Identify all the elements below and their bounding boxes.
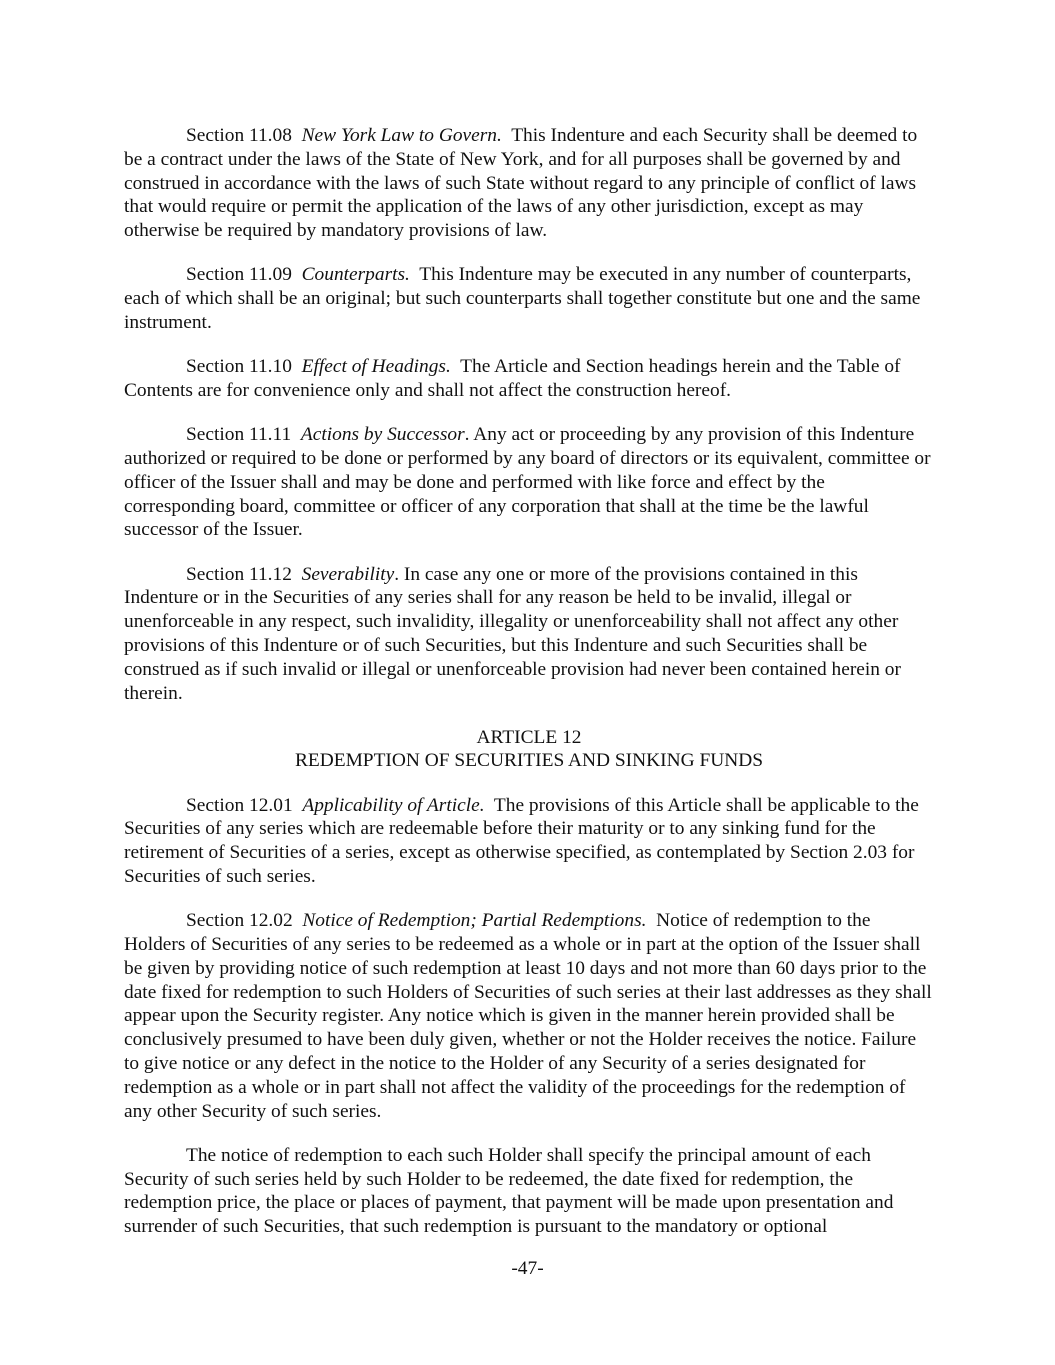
article-title: REDEMPTION OF SECURITIES AND SINKING FUNDS [294,750,764,772]
section-body: The provisions of this Article shall be applicable to the Securities of any series which are redeemable before their maturity or to any sinking fund for the retirement of Securities of a series, except as otherwise specified, as contemplated by Section 2.03 for Securities of such series. [124,794,919,888]
section-body: This Indenture may be executed in any number of counterparts, each of which shall be an original; but such counterparts shall together constitute but one and the same instrument. [124,264,921,333]
section-title: Actions by Successor [300,424,465,446]
section-11-10 [124,355,934,403]
section-body: The Article and Section headings herein and the Table of Contents are for convenience only and shall not affect the construction hereof. [124,356,901,401]
closing-paragraph: The notice of redemption to each such Holder shall specify the principal amount of each Security of such series held by such Holder to be redeemed, the date fixed for redemption, the redemption price, the place or places of payment, that payment will be made upon presentation and surrender of such Securities, that such redemption is pursuant to the mandatory or optional [124,1144,894,1238]
section-number: Section 12.01 [186,794,293,816]
document-page [124,124,934,1239]
section-body: Notice of redemption to the Holders of Securities of any series to be redeemed as a whole or in part at the option of the Issuer shall be given by providing notice of such redemption at least 10 days and not more than 60 days prior to the date fixed for redemption to such Holders of Securities of such series at their last addresses as they shall appear upon the Security register. Any notice which is given in the manner herein provided shall be conclusively presumed to have been duly given, whether or not the Holder receives the notice. Failure to give notice or any defect in the notice to the Holder of any Security of a series designated for redemption as a whole or in part shall not affect the validity of the proceedings for the redemption of any other Security of such series. [124,910,932,1122]
section-11-12 [124,563,934,706]
section-number: Section 11.11 [186,424,292,446]
section-number: Section 11.10 [186,356,292,378]
section-body: . Any act or proceeding by any provision of this Indenture authorized or required to be done or performed by any board of directors or its equivalent, committee or officer of the Issuer shall and may be done and performed with like force and effect by the corresponding board, committee or officer of any corporation that shall at the time be the lawful successor of the Issuer. [124,424,931,541]
section-12-02 [124,909,934,1123]
section-11-11 [124,423,934,542]
section-title: Counterparts. [301,264,410,286]
section-title: Notice of Redemption; Partial Redemptions. [302,910,647,932]
article-number: ARTICLE 12 [476,726,582,748]
section-11-08 [124,124,934,243]
section-number: Section 11.08 [186,125,292,146]
section-number: Section 12.02 [186,910,293,932]
section-title: Effect of Headings. [301,356,451,378]
section-number: Section 11.09 [186,264,292,286]
section-body: This Indenture and each Security shall be deemed to be a contract under the laws of the State of New York, and for all purposes shall be governed by and construed in accordance with the laws of such State without regard to any principle of conflict of laws that would require or permit the application of the laws of any other jurisdiction, except as may otherwise be required by mandatory provisions of law. [124,125,918,242]
section-title: Applicability of Article. [302,794,485,816]
section-title: New York Law to Govern. [301,125,502,146]
section-12-01 [124,794,934,889]
section-number: Section 11.12 [186,563,292,585]
section-11-09 [124,263,934,334]
article-heading [124,726,934,774]
page-number: -47- [511,1258,544,1279]
section-title: Severability [301,563,395,585]
section-body: . In case any one or more of the provisions contained in this Indenture or in the Securities of any series shall for any reason be held to be invalid, illegal or unenforceable in any respect, such invalidity, illegality or unenforceability shall not affect any other provisions of this Indenture or of such Securities, but this Indenture and such Securities shall be construed as if such invalid or illegal or unenforceable provision had never been contained herein or therein. [124,563,901,704]
